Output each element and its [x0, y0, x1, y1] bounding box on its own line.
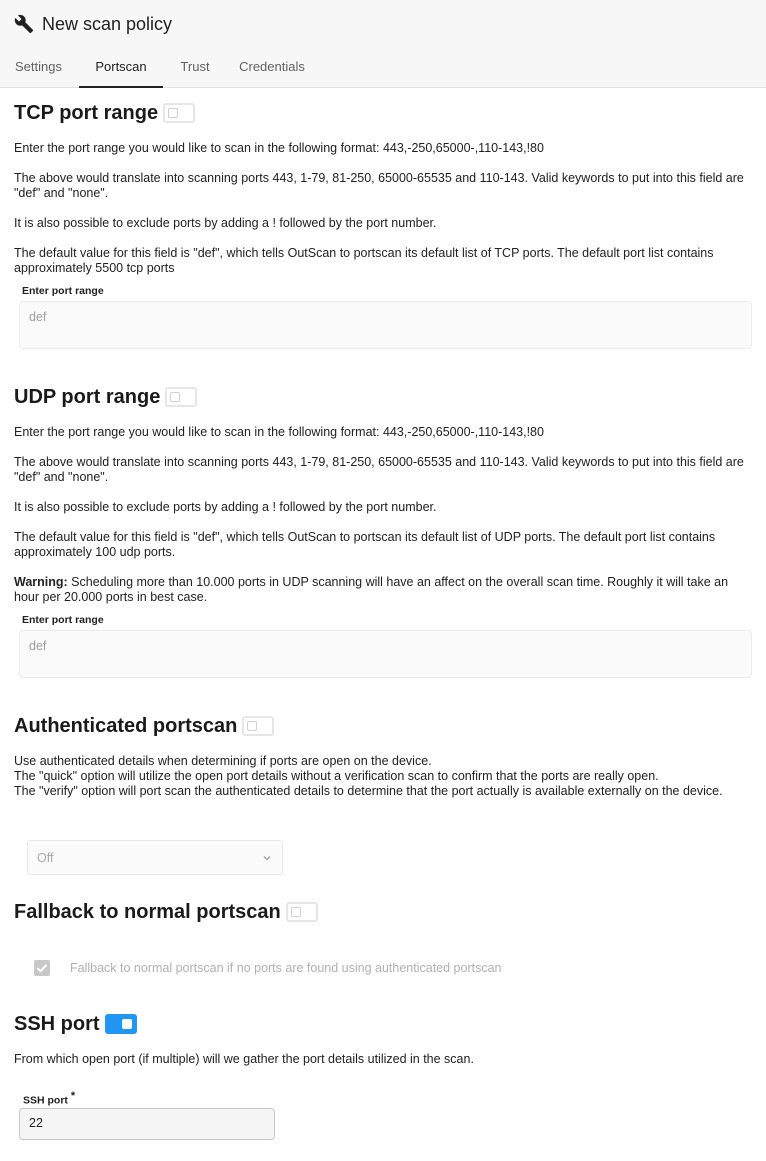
ssh-field-label [23, 1090, 75, 1107]
tcp-title-text: TCP port range [14, 101, 159, 124]
ssh-title-text: SSH port [14, 1012, 100, 1035]
wrench-icon [14, 14, 34, 34]
toggle-knob [170, 392, 180, 402]
warning-body: Scheduling more than 10.000 ports in UDP scanning will have an affect on the overall scan time. Roughly it will take an hour per 20.000 ports in best case. [14, 575, 729, 604]
title-row [14, 12, 172, 36]
auth-desc-line-2: The "quick" option will utilize the open port details without a verification scan to confirm that the ports are really open. [14, 769, 659, 783]
tcp-section-title [14, 101, 195, 125]
page-title: New scan policy [42, 13, 173, 34]
udp-default-text: The default value for this field is "def", which tells OutScan to portscan its default list of UDP ports. The default port list contains approximately 100 udp ports. [14, 530, 716, 559]
ssh-toggle[interactable] [105, 1014, 137, 1034]
fallback-section-title [14, 900, 318, 924]
tab-credentials[interactable]: Credentials [239, 59, 305, 74]
udp-field-label: Enter port range [22, 614, 104, 626]
udp-port-range-input[interactable]: def [19, 630, 752, 678]
tcp-field-label: Enter port range [22, 285, 104, 297]
checkmark-icon [34, 960, 50, 976]
udp-title-text: UDP port range [14, 385, 161, 408]
auth-desc-line-1: Use authenticated details when determining if ports are open on the device. [14, 754, 432, 768]
udp-toggle[interactable] [165, 387, 197, 407]
tcp-format-text: Enter the port range you would like to scan in the following format: 443,-250,65000-,110-143,!80 [14, 141, 544, 155]
auth-toggle[interactable] [242, 716, 274, 736]
fallback-checkbox[interactable] [34, 960, 50, 976]
udp-translate-text: The above would translate into scanning ports 443, 1-79, 81-250, 65000-65535 and 110-143. Valid keywords to put into this field are "def" and "none". [14, 455, 744, 484]
udp-section-title [14, 385, 197, 409]
page-header [0, 0, 766, 88]
tcp-port-range-input[interactable]: def [19, 301, 752, 349]
auth-section-title [14, 714, 274, 738]
tab-trust[interactable]: Trust [180, 59, 210, 74]
tcp-exclude-text: It is also possible to exclude ports by adding a ! followed by the port number. [14, 216, 437, 230]
chevron-down-icon [262, 853, 272, 863]
warning-label: Warning: [14, 575, 68, 589]
auth-mode-value: Off [37, 851, 54, 865]
tcp-default-text: The default value for this field is "def", which tells OutScan to portscan its default list of TCP ports. The default port list contains approximately 5500 tcp ports [14, 246, 714, 275]
tab-portscan[interactable]: Portscan [79, 50, 163, 88]
toggle-knob [168, 108, 178, 118]
tcp-toggle[interactable] [163, 103, 195, 123]
fallback-toggle[interactable] [286, 902, 318, 922]
tab-bar [0, 50, 315, 88]
ssh-port-input[interactable]: 22 [19, 1108, 275, 1140]
fallback-title-text: Fallback to normal portscan [14, 900, 281, 923]
auth-title-text: Authenticated portscan [14, 714, 238, 737]
ssh-description: From which open port (if multiple) will we gather the port details utilized in the scan. [14, 1052, 474, 1066]
ssh-section-title [14, 1012, 137, 1036]
tab-settings[interactable]: Settings [15, 59, 62, 74]
toggle-knob [291, 907, 301, 917]
auth-desc-line-3: The "verify" option will port scan the authenticated details to determine that the port actually is available externally on the device. [14, 784, 723, 798]
tcp-translate-text: The above would translate into scanning ports 443, 1-79, 81-250, 65000-65535 and 110-143. Valid keywords to put into this field are "def" and "none". [14, 171, 744, 200]
udp-format-text: Enter the port range you would like to scan in the following format: 443,-250,65000-,110-143,!80 [14, 425, 544, 439]
udp-warning-text [14, 575, 756, 605]
toggle-knob [122, 1019, 132, 1029]
auth-mode-select[interactable] [27, 840, 283, 875]
udp-exclude-text: It is also possible to exclude ports by adding a ! followed by the port number. [14, 500, 437, 514]
ssh-label-text: SSH port [23, 1094, 68, 1107]
toggle-knob [247, 721, 257, 731]
fallback-checkbox-label: Fallback to normal portscan if no ports are found using authenticated portscan [70, 961, 502, 975]
required-mark: * [70, 1090, 76, 1102]
